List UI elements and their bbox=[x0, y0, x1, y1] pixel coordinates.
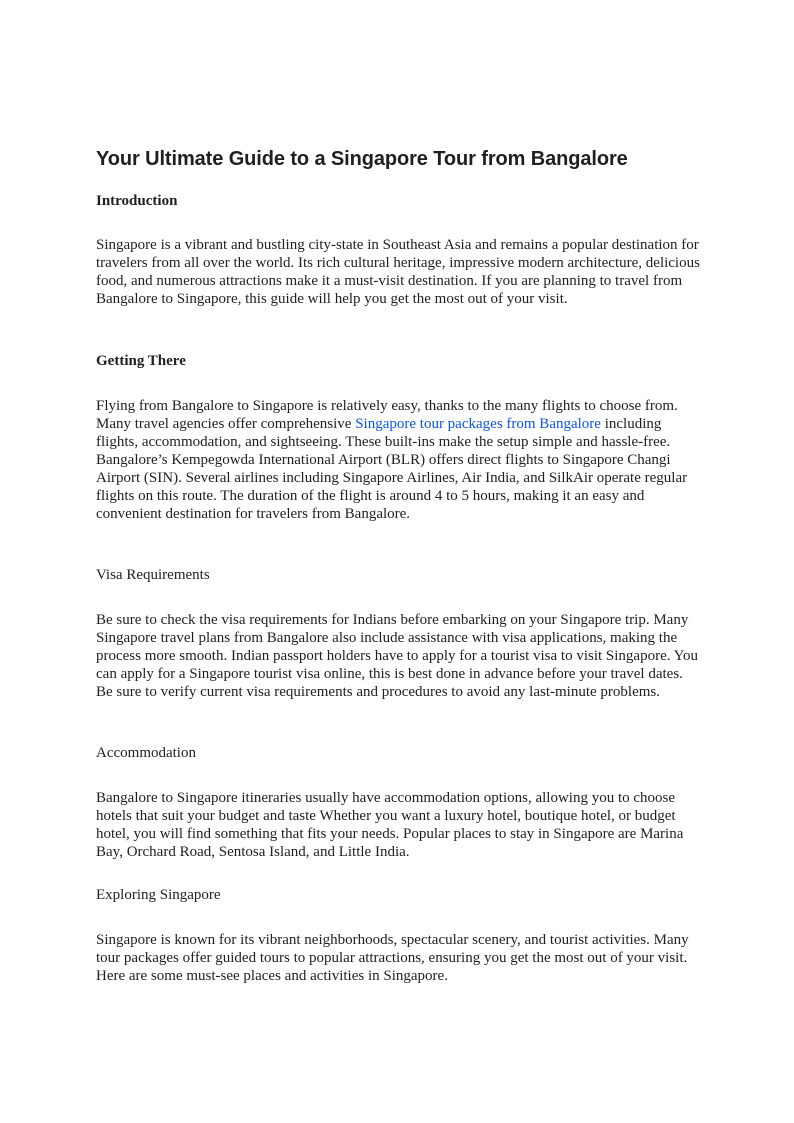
getting-there-text-before-link: Flying from Bangalore to Singapore is relatively easy, thanks to the many flights to choose from. Many travel agencies offer comprehensive bbox=[96, 398, 678, 432]
paragraph-visa-requirements: Be sure to check the visa requirements for Indians before embarking on your Singapore trip. Many Singapore travel plans from Bangalore also include assistance with visa applications, making the process more smooth. Indian passport holders have to apply for a tourist visa to visit Singapore. You can apply for a Singapore tourist visa online, this is best done in advance before your travel dates. Be sure to verify current visa requirements and procedures to avoid any last-minute problems. bbox=[96, 612, 699, 700]
getting-there-text-after-link: including flights, accommodation, and sightseeing. These built-ins make the setup simple and hassle-free. Bangalore’s Kempegowda International Airport (BLR) offers direct flights to Singapore Changi Airport (SIN). Several airlines including Singapore Airlines, Air India, and SilkAir operate regular flights on this route. The duration of the flight is around 4 to 5 hours, making it an easy and convenient destination for travelers from Bangalore. bbox=[96, 416, 688, 522]
heading-visa-requirements: Visa Requirements bbox=[96, 567, 210, 583]
paragraph-getting-there bbox=[96, 397, 700, 523]
heading-accommodation: Accommodation bbox=[96, 745, 196, 761]
paragraph-exploring-singapore: Singapore is known for its vibrant neighborhoods, spectacular scenery, and tourist activities. Many tour packages offer guided tours to popular attractions, ensuring you get the most out of your visit. Here are some must-see places and activities in Singapore. bbox=[96, 932, 689, 984]
paragraph-introduction: Singapore is a vibrant and bustling city-state in Southeast Asia and remains a popular destination for travelers from all over the world. Its rich cultural heritage, impressive modern architecture, delicious food, and numerous attractions make it a must-visit destination. If you are planning to travel from Bangalore to Singapore, this guide will help you get the most out of your visit. bbox=[96, 237, 700, 307]
singapore-tour-packages-link[interactable]: Singapore tour packages from Bangalore bbox=[355, 416, 601, 432]
heading-exploring-singapore: Exploring Singapore bbox=[96, 887, 221, 903]
document-page bbox=[96, 140, 700, 984]
paragraph-accommodation: Bangalore to Singapore itineraries usually have accommodation options, allowing you to choose hotels that suit your budget and taste Whether you want a luxury hotel, boutique hotel, or budget hotel, you will find something that fits your needs. Popular places to stay in Singapore are Marina Bay, Orchard Road, Sentosa Island, and Little India. bbox=[96, 790, 684, 860]
heading-getting-there: Getting There bbox=[96, 353, 186, 369]
page-title: Your Ultimate Guide to a Singapore Tour from Bangalore bbox=[96, 148, 628, 170]
heading-introduction: Introduction bbox=[96, 193, 178, 209]
